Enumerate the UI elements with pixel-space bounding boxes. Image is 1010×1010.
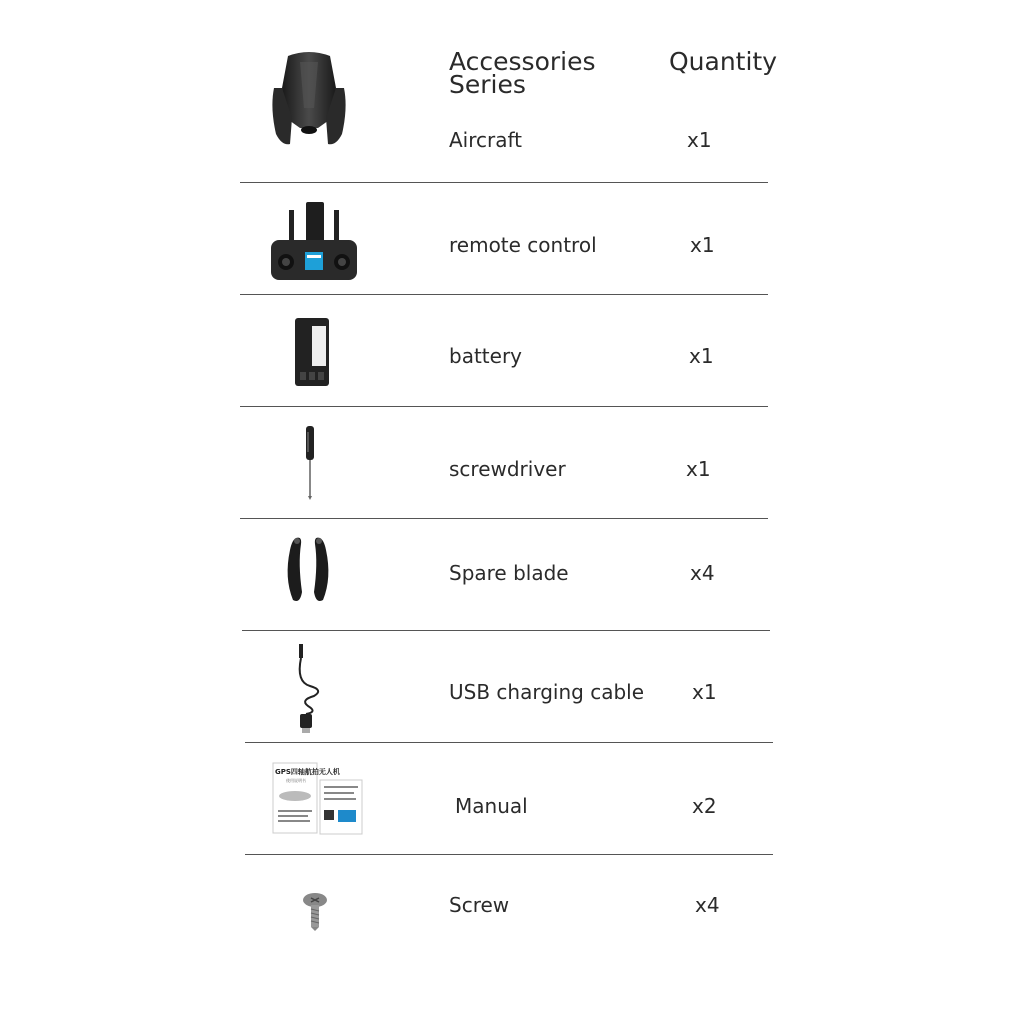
- remote-control-icon: [268, 200, 360, 288]
- screw-icon: [302, 892, 328, 936]
- item-name-spare-blade: Spare blade: [449, 561, 569, 585]
- screwdriver-icon: [302, 424, 318, 504]
- item-name-remote-control: remote control: [449, 233, 597, 257]
- row-divider: [245, 742, 773, 743]
- manual-icon: [272, 762, 364, 840]
- item-name-screw: Screw: [449, 893, 510, 917]
- drone-icon: [270, 48, 348, 154]
- battery-icon: [292, 316, 332, 394]
- row-divider: [242, 630, 770, 631]
- item-name-usb-charging-cable: USB charging cable: [449, 680, 644, 704]
- row-divider: [240, 406, 768, 407]
- item-qty-spare-blade: x4: [690, 561, 715, 585]
- row-divider: [240, 182, 768, 183]
- item-qty-aircraft: x1: [687, 128, 712, 152]
- item-qty-screw: x4: [695, 893, 720, 917]
- item-qty-screwdriver: x1: [686, 457, 711, 481]
- row-divider: [240, 294, 768, 295]
- item-qty-manual: x2: [692, 794, 717, 818]
- row-divider: [245, 854, 773, 855]
- accessories-series-header: Accessories Series: [449, 47, 596, 99]
- usb-cable-icon: [290, 642, 330, 738]
- svg-text:GPS四轴航拍无人机: GPS四轴航拍无人机: [275, 768, 340, 776]
- item-qty-usb-charging-cable: x1: [692, 680, 717, 704]
- quantity-header: Quantity: [669, 47, 778, 76]
- item-qty-remote-control: x1: [690, 233, 715, 257]
- item-name-manual: Manual: [455, 794, 528, 818]
- item-name-aircraft: Aircraft: [449, 128, 523, 152]
- item-name-screwdriver: screwdriver: [449, 457, 566, 481]
- item-name-battery: battery: [449, 344, 522, 368]
- svg-text:使用说明书: 使用说明书: [286, 778, 306, 783]
- item-qty-battery: x1: [689, 344, 714, 368]
- row-divider: [240, 518, 768, 519]
- propeller-blade-icon: [276, 534, 338, 610]
